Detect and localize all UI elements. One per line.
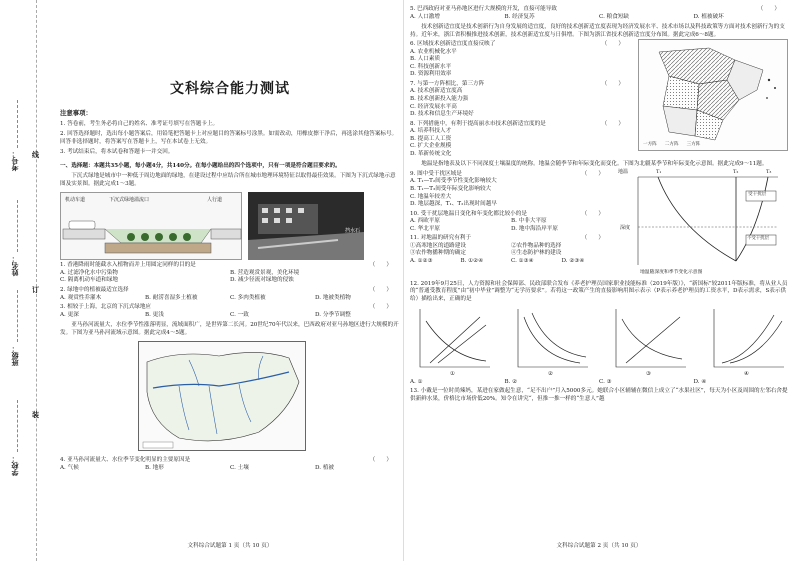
q11-statement-4: ④生态防护林的建设 (511, 250, 562, 257)
q7-option-b[interactable]: B. 技术创新投入能力强 (410, 96, 469, 103)
q10-option-d[interactable]: D. 地中海沿岸平原 (511, 225, 558, 232)
q8-option-c[interactable]: C. 扩大企业规模 (410, 143, 452, 150)
q4-option-b[interactable]: B. 地形 (145, 464, 164, 471)
left-page (60, 6, 400, 551)
question-10: 10. 受干扰层地温日变化和年变化都比较小的是 （ ） (410, 210, 604, 217)
q9-option-a[interactable]: A. T₁—T₂间受季节性变化影响较大 (410, 178, 497, 185)
question-2-options (60, 295, 400, 303)
left-footer: 文科综合试题第 1 页（共 10 页） (187, 543, 273, 550)
q10-option-b[interactable]: B. 中非大平原 (511, 218, 547, 225)
section-heading: 一、选择题：本题共35小题，每小题4分，共140分。在每小题给出的四个选项中，只有一项是符合题目要求的。 (60, 162, 341, 169)
soil-chart-svg (618, 169, 788, 269)
q6-option-c[interactable]: C. 科技创新水平 (410, 63, 452, 70)
q12-option-c[interactable]: C. ③ (599, 378, 612, 385)
question-9: 9. 图中受干扰区域是 （ ） (410, 170, 604, 177)
chart-label-disturbed: 受干扰层 (748, 191, 767, 197)
question-5: 5. 巴西政府对亚马孙地区进行大规模的开发，直接可能导致 （ ） (410, 6, 780, 12)
question-6: 6. 区域技术创新适宜度直接反映了 （ ） (410, 41, 624, 48)
soil-temperature-chart (618, 169, 788, 279)
question-4-options (60, 465, 400, 473)
graph-2 (508, 307, 592, 379)
q7-option-d[interactable]: D. 技术和信息生产环境好 (410, 111, 474, 118)
q8-option-a[interactable]: A. 培养科技人才 (410, 128, 452, 135)
xian-mark: 线 (32, 150, 39, 159)
school-label: 学校： (10, 455, 19, 476)
q11-option-d[interactable]: D. ②③④ (561, 257, 585, 264)
q6-option-b[interactable]: B. 人口素质 (410, 56, 441, 63)
q4-option-d[interactable]: D. 植被 (315, 464, 335, 471)
q5-option-b[interactable]: B. 经济复苏 (504, 13, 535, 20)
cut-line (36, 0, 37, 561)
q3-option-d[interactable]: D. 分季节调整 (315, 311, 351, 318)
legend-first: 一方阵 (643, 142, 657, 147)
q11-statement-2: ②农作物品种的选择 (511, 242, 562, 249)
graph-1-number: ① (450, 371, 456, 378)
question-3: 3. 相较于上海，北京的下沉式绿地应 （ ） (60, 304, 392, 311)
intro-2: 亚马孙河流量大，水位季节性涨落明显，流域面积广，是世界第二长河。20世纪70年代以来，巴西政府对亚马孙地区进行大规模的开发。下图为亚马孙河流域示意图。据此完成4～5题。 (60, 322, 399, 336)
q1-option-c[interactable]: C. 隔离机动车道和绿地 (60, 277, 118, 284)
name-line (17, 200, 18, 252)
question-1: 1. 香港降雨时能截水入植物而并上用圆定同样的目的是 （ ） (60, 262, 392, 269)
photo-svg (248, 192, 364, 260)
map-legend (643, 142, 700, 148)
q11-option-a[interactable]: A. ①②③ (410, 257, 433, 264)
q3-option-b[interactable]: B. 更浅 (145, 311, 164, 318)
q9-option-d[interactable]: D. 地层越深，T₁、T₂出现时间越早 (410, 201, 497, 208)
binding-gutter (0, 0, 56, 561)
q11-option-c[interactable]: C. ①③④ (511, 257, 534, 264)
q4-option-c[interactable]: C. 土壤 (230, 464, 249, 471)
amazon-map-svg (139, 342, 307, 452)
name-label: 姓名： (10, 255, 19, 276)
label-sidewalk: 人行道 (207, 197, 223, 204)
q2-option-b[interactable]: B. 耐涝喜湿多土植被 (145, 294, 198, 301)
q5-option-a[interactable]: A. 人口激增 (410, 13, 440, 20)
question-8: 8. 下列措施中，有利于提高丽水市技术创新适宜度的是 （ ） (410, 120, 624, 127)
q5-option-c[interactable]: C. 粮食短缺 (599, 13, 630, 20)
q8-option-d[interactable]: D. 革新传统文化 (410, 150, 452, 157)
q6-option-a[interactable]: A. 农业机械化水平 (410, 48, 457, 55)
question-5-options (410, 14, 788, 22)
right-footer: 文科综合试题第 2 页（共 10 页） (556, 543, 642, 550)
q4-option-a[interactable]: A. 气候 (60, 464, 79, 471)
q2-option-c[interactable]: C. 多肉类植被 (230, 294, 266, 301)
graph-3 (606, 307, 690, 379)
q7-option-a[interactable]: A. 技术创新适宜度高 (410, 88, 463, 95)
intro-4: 地温是指地表及以下不同深度土壤温度的统称。地温会随季节和年际变化而变化。下图为北疆某季节和年际变化示意图。据此完成9～11题。 (421, 161, 768, 168)
q9-11-text (410, 169, 612, 279)
figure-row-1 (60, 192, 400, 260)
q12-option-b[interactable]: B. ② (504, 378, 518, 385)
q12-option-d[interactable]: D. ④ (693, 378, 707, 385)
q2-option-d[interactable]: D. 地被类植物 (315, 294, 351, 301)
question-1-options (60, 270, 400, 285)
graph-1 (410, 307, 494, 379)
intro-3: 技术创新适宜度是技术创新行为自身发展的适宜度，良好的技术创新适宜度表现为经济发展水平、技术市场以及科技政策等方面对技术创新行为的支持。近年来，浙江省积极推进技术创新，技术创新适宜度与日俱增。下图为浙江省技术创新适宜度分布图。据此完成6～8题。 (410, 24, 785, 38)
exam-number-label: 考号： (10, 150, 19, 171)
notice-2: 2. 回答选择题时，选出每小题答案后，用铅笔把答题卡上对应题目的答案标号涂黑。如需改动，用橡皮擦干净后，再选涂其他答案标号。回答非选择题时，将答案写在答题卡上，写在本试卷上无效。 (60, 131, 398, 145)
q12-graphs (410, 307, 788, 379)
intro-1: 下沉式绿地是城市中一种低于周边地面的绿地，在建设过程中应结合所在城市地理环境特征以取得最佳效果。下图为下沉式绿地示意图及实景图。据此完成1～3题。 (60, 173, 396, 187)
question-3-options (60, 312, 400, 320)
amazon-basin-map (138, 341, 306, 451)
graph-2-number: ② (548, 371, 554, 378)
school-line (17, 400, 18, 452)
q5-option-d[interactable]: D. 植被破坏 (693, 13, 724, 20)
class-label: 班级： (10, 345, 19, 366)
ding-mark: 订 (32, 285, 39, 294)
notice-heading: 注意事项： (60, 108, 92, 117)
q9-option-b[interactable]: B. T₁—T₃间受年际变化影响较大 (410, 186, 492, 193)
notice-1: 1. 答卷前，考生务必将自己的姓名、准考证号填写在答题卡上。 (60, 120, 219, 127)
q8-option-b[interactable]: B. 提高工人工资 (410, 135, 452, 142)
question-11-statements (410, 243, 612, 258)
q11-statement-1: ①高寒地区的道路建设 (410, 242, 466, 249)
label-stone: 挡水石 (344, 228, 360, 235)
label-overflow: 下沉式绿地溢流口 (109, 197, 150, 204)
q10-option-a[interactable]: A. 西欧平原 (410, 218, 440, 225)
legend-third: 三方阵 (686, 142, 701, 147)
page-divider (403, 0, 404, 561)
graph-3-number: ③ (646, 371, 652, 378)
q6-8-text (410, 39, 632, 158)
sunken-greenbelt-photo (248, 192, 364, 260)
q9-11-block (410, 169, 788, 279)
chart-label-t3: T₃ (766, 168, 772, 175)
q6-option-d[interactable]: D. 资源利用效率 (410, 71, 452, 78)
zhejiang-map-svg (639, 40, 789, 152)
q11-statement-3: ③农作物播种期的确定 (410, 250, 466, 257)
question-2: 2. 绿地中的植被最适宜选择 （ ） (60, 287, 392, 293)
q12-option-a[interactable]: A. ① (410, 378, 423, 385)
notice-3: 3. 考试结束后，将本试卷和答题卡一并交回。 (60, 149, 174, 156)
class-line (17, 290, 18, 342)
graph-4-number: ④ (744, 371, 750, 378)
chart-label-surface: 地温 (618, 168, 629, 175)
zhuang-mark: 装 (32, 410, 39, 419)
question-13: 13. 小戴是一位时尚辣妈，某进在家做起生意，“足不出户”月入5000多元。她联合小区辅辅在微信上成立了“水果社区”，每天为小区及周围的左邻右舍提供新鲜水果，价格比市场价低20%。知令在讲究“，但推一推一样的“生意人”越 (410, 388, 788, 402)
q11-option-b[interactable]: B. ①②④ (460, 257, 484, 264)
q2-option-a[interactable]: A. 观赏性乔灌木 (60, 294, 102, 301)
question-11: 11. 对地温的研究有利于 （ ） (410, 235, 604, 242)
q6-8-block (410, 39, 788, 158)
question-7: 7. 与第一方阵相比，第三方阵 （ ） (410, 80, 624, 87)
legend-second: 二方阵 (664, 142, 679, 147)
question-12: 12. 2019年9月25日，人力资源和社会保障部、民政部联合发布《养老护理员国家职业技能标准（2019年版）》，“新国标”较2011年版标准，将从业人员的“普通受教育程度”由“初中毕业”调整为“无学历要求”。若将这一政策产生的直接影响用图示表示（P表示养老护理员的工资水平，D表示需求，S表示供给）描绘出来，正确的是 (410, 280, 788, 303)
q10-option-c[interactable]: C. 华北平原 (410, 225, 441, 232)
question-4: 4. 亚马孙河流量大、水位季节变化明显的主要原因是 （ ） (60, 457, 392, 464)
q1-option-b[interactable]: B. 营造观赏景观，美化环境 (230, 269, 300, 276)
chart-label-stable: 不受干扰层 (747, 235, 769, 241)
chart-label-t2: T₂ (733, 168, 739, 175)
question-10-options (410, 218, 612, 233)
graph-4 (704, 307, 788, 379)
chart-label-depth: 深度 (620, 224, 631, 231)
exam-title: 文科综合能力测试 (170, 81, 290, 97)
q3-option-c[interactable]: C. 一致 (230, 311, 249, 318)
label-motorway: 机动车道 (65, 197, 86, 204)
q1-option-d[interactable]: D. 减少径流对绿地的侵蚀 (230, 277, 294, 284)
q3-option-a[interactable]: A. 更深 (60, 311, 79, 318)
q1-option-a[interactable]: A. 过滤净化水中污染物 (60, 269, 118, 276)
question-11-options (410, 258, 612, 266)
question-12-options (410, 379, 788, 387)
q7-option-c[interactable]: C. 经济发展水平高 (410, 103, 457, 110)
chart-caption: 地温随深度和季节变化示意图 (640, 269, 703, 275)
exam-number-line (17, 100, 18, 148)
sunken-greenbelt-diagram (60, 192, 242, 260)
chart-label-t1: T₁ (656, 168, 662, 175)
q9-option-c[interactable]: C. 地温年较差大 (410, 193, 452, 200)
zhejiang-map (638, 39, 788, 151)
right-page (410, 6, 788, 551)
